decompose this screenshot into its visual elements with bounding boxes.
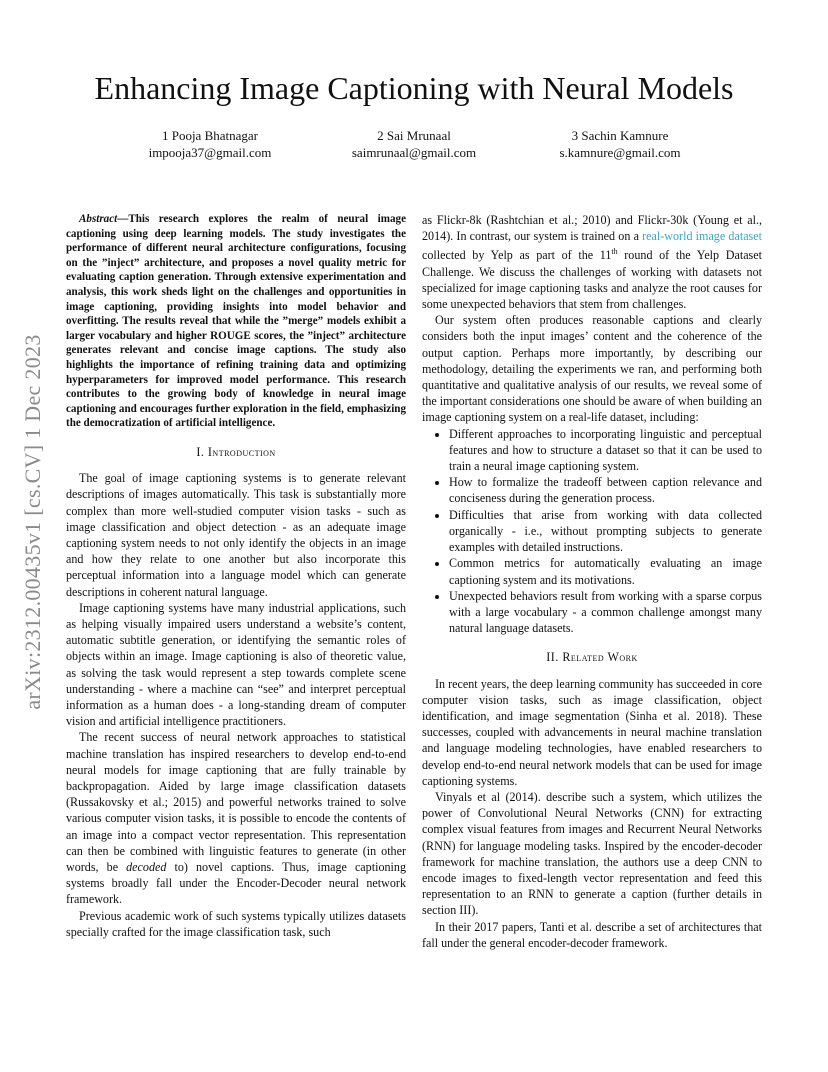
paragraph-text: The recent success of neural network approaches to statistical machine translation has inspired researchers to develop end-to-end neural models for image captioning that are fully trainable by backpropagation. Aided by large image classification datasets (Russakovsky et al.; 2015) and powerful networks trained to solve various computer vision tasks, it is possible to encode the contents of an image into a compact vector representation. This representation can then be combined with linguistic features to generate (in other words, be <box>66 730 406 874</box>
paragraph: In their 2017 papers, Tanti et al. describe a set of architectures that fall under the general encoder-decoder framework. <box>422 919 762 950</box>
paragraph: In recent years, the deep learning community has succeeded in core computer vision tasks, such as image classification, object identification, and image segmentation (Sinha et al. 2018). These successes, coupled with advancements in neural machine translation and language modeling technologies, have enabled researchers to develop end-to-end neural network models that can be used for image captioning systems. <box>422 676 762 788</box>
list-item: • Unexpected behaviors result from working with a sparse corpus with a large vocabulary - a common challenge amongst many natural language datasets. <box>449 588 762 637</box>
dataset-link[interactable]: real-world image dataset <box>642 229 762 244</box>
author-2 <box>324 127 504 161</box>
paragraph <box>422 212 762 312</box>
list-item: • Different approaches to incorporating linguistic and perceptual features and how to structure a dataset so that it can be used to train a neural image captioning system. <box>449 426 762 475</box>
abstract <box>66 212 406 431</box>
right-column <box>422 212 762 951</box>
emphasis: decoded <box>126 859 167 874</box>
paragraph: Vinyals et al (2014). describe such a system, which utilizes the power of Convolutional Neural Networks (CNN) for extracting complex visual features from images and Recurrent Neural Networks (RNN) for language modeling tasks. Inspired by the encoder-decoder framework for machine translation, the authors use a deep CNN to encode images to fixed-length vector representation and feed this representation to an RNN to generate a caption (further details in section III). <box>422 789 762 918</box>
author-3 <box>530 127 710 161</box>
paragraph-text: to) novel captions. Thus, image captioning systems broadly fall under the Encoder-Decoder neural network framework. <box>66 859 406 907</box>
section-heading-introduction: I. Introduction <box>196 444 276 459</box>
paragraph: Previous academic work of such systems typically utilizes datasets specially crafted for the image classification task, such <box>66 908 406 939</box>
author-name: 1 Pooja Bhatnagar <box>161 128 259 143</box>
author-email: saimrunaal@gmail.com <box>351 145 477 160</box>
author-email: s.kamnure@gmail.com <box>559 145 681 160</box>
section-heading-related-work: II. Related Work <box>546 650 638 665</box>
paragraph: Image captioning systems have many industrial applications, such as helping visually impaired users understand a website’s content, automatic subtitle generation, or identifying the semantic roles of objects within an image. Image captioning is also of theoretic value, as solving the task would represent a step towards complete scene understanding - where a machine can “see” and interpret perceptual information as a human does - a long-standing dream of computer vision and artificial intelligence practitioners. <box>66 600 406 729</box>
paragraph: Our system often produces reasonable captions and clearly considers both the input images’ content and the coherence of the output caption. Perhaps more importantly, by describing our methodology, detailing the experiments we ran, and performing both quantitative and qualitative analysis of our results, we reveal some of the important considerations one should be aware of when building an image captioning system on a real-life dataset, including: <box>422 313 762 425</box>
paragraph: The goal of image captioning systems is to generate relevant descriptions of images automatically. This task is substantially more complex than more well-studied computer vision tasks - such as image classification and object detection - as an adequate image captioning system needs to not only identify the objects in an image and how they relate to one another but also incorporate this perceptual information into a language model which can generate descriptions in coherent natural language. <box>66 471 406 599</box>
arxiv-sidebar <box>18 290 48 755</box>
paper-title: Enhancing Image Captioning with Neural Models <box>94 70 734 106</box>
author-1 <box>120 127 300 161</box>
arxiv-identifier: arXiv:2312.00435v1 [cs.CV] 1 Dec 2023 <box>20 334 45 710</box>
list-item: • Common metrics for automatically evaluating an image captioning system and its motivations. <box>449 555 762 587</box>
left-column <box>66 212 406 940</box>
paragraph-text: collected by Yelp as part of the 11 <box>422 248 612 263</box>
abstract-text: —This research explores the realm of neural image captioning using deep learning models. The study investigates the performance of different neural architecture configurations, focusing on the ”inject” architecture, and proposes a novel quality metric for evaluating caption generation. Through extensive experimentation and analysis, this work sheds light on the challenges and opportunities in image captioning, providing insights into model behavior and overfitting. The results reveal that while the ”merge” models exhibit a larger vocabulary and higher ROUGE scores, the ”inject” architecture generates relevant and concise image captions. The study also highlights the importance of refining training data and optimizing hyperparameters for improved model performance. This research contributes to the growing body of knowledge in neural image captioning and encourages further exploration in the field, emphasizing the democratization of artificial intelligence. <box>66 213 406 430</box>
considerations-list <box>422 426 762 637</box>
paragraph-text: as Flickr-8k (Rashtchian et al.; 2010) and Flickr-30k (Young et al., 2014). In contrast, our system is trained on a <box>422 213 762 244</box>
paragraph-text: round of the Yelp Dataset Challenge. We discuss the challenges of working with datasets not specialized for image captioning tasks and analyze the root causes for some unexpected behaviors that stem from challenges. <box>422 248 762 312</box>
author-email: impooja37@gmail.com <box>148 145 272 160</box>
author-name: 3 Sachin Kamnure <box>571 128 669 143</box>
author-name: 2 Sai Mrunaal <box>377 128 451 143</box>
abstract-label: Abstract <box>79 213 118 225</box>
list-item: • Difficulties that arise from working with data collected organically - i.e., without prompting subjects to generate examples with detailed instructions. <box>449 507 762 556</box>
list-item: • How to formalize the tradeoff between caption relevance and conciseness during the generation process. <box>449 474 762 506</box>
superscript: th <box>611 247 618 257</box>
paragraph <box>66 729 406 907</box>
